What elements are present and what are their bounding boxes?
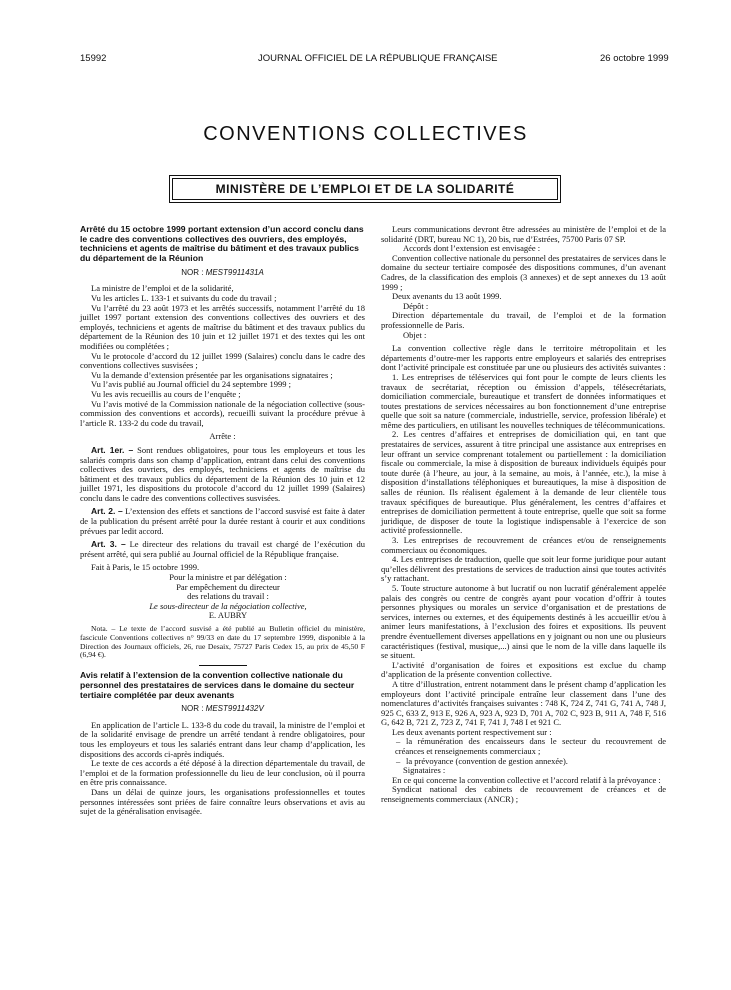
paragraph: 2. Les centres d’affaires et entreprises de domiciliation qui, en tant que prestataires de services, assurent à titre principal une assistance aux entreprises en leur offrant un service comprenant totalement ou partiellement : la domiciliation fiscale ou commerciale, la mise à disposition de bureaux individuels équipés pour toute durée (à l’heure, au jour, à la semaine, au mois, à l’année, etc.), la mise à disposition d’installations téléphoniques et bureautiques, la mise à disposition de salles de réunion. Ils réalisent également à la demande de leur clientèle tous travaux spécifiques de bureautique. Plus généralement, les centres d’affaires et entreprises de domiciliation permettent à toute entreprise, quelle que soit sa forme juridique, de disposer de toute la logistique indispensable à l’exercice de son activité professionnelle. [381,429,666,536]
paragraph: A titre d’illustration, entrent notamment dans le présent champ d’application les employeurs dont l’activité principale entraîne leur classement dans l’une des nomenclatures d’activités françaises suivantes : 748 K, 724 Z, 741 G, 741 A, 748 J, 925 C, 633 Z, 913 E, 926 A, 923 A, 923 D, 701 A, 702 C, 923 B, 911 A, 748 F, 516 G, 642 B, 721 Z, 723 Z, 741 F, 741 J, 748 I et 921 C. [381,678,666,728]
signature-line: des relations du travail : [187,591,269,602]
list-item: – la rémunération des encaisseurs dans le secteur du recouvrement de créances et renseignements commerciaux ; [381,737,666,756]
paragraph: Vu le protocole d’accord du 12 juillet 1999 (Salaires) conclu dans le cadre des conventions collectives susvisées ; [80,350,365,371]
right-column [381,225,666,805]
paragraph: L’activité d’organisation de foires et expositions est exclue du champ d’application de la présente convention collective. [381,659,666,680]
paragraph: Syndicat national des cabinets de recouvrement de créances et de renseignements commerciaux (ANCR) ; [381,784,666,805]
paragraph: Convention collective nationale du personnel des prestataires de services dans le domaine du secteur tertiaire composée des dispositions communes, d’un avenant Cadres, de la classification des emplois (3 annexes) et de sept annexes du 13 août 1999 ; [381,252,666,292]
signature-line: Par empêchement du directeur [176,581,280,592]
objet-label: Objet : [403,329,427,340]
paragraph: 5. Toute structure autonome à but lucratif ou non lucratif généralement appelée palais des congrès ou centre de congrès ayant pour vocation d’offrir à toutes personnes physiques ou morales un service d’organisation et de prestations de services, internes ou externes, et des équipements destinés à les accueillir et/ou à animer leurs manifestations, à l’exclusion des foires et expositions. Ils peuvent prendre éventuellement diverses appellations en y joignant ou non une ou plusieurs caractéristiques (festival, musique,...) ainsi que le nom de la ville dans laquelle ils se situent. [381,582,666,661]
paragraph: Le texte de ces accords a été déposé à la direction départementale du travail, de l’emploi et de la formation professionnelle du lieu de leur conclusion, où il pourra en être pris connaissance. [80,758,365,788]
journal-title: JOURNAL OFFICIEL DE LA RÉPUBLIQUE FRANÇAISE [258,53,498,64]
paragraph: Deux avenants du 13 août 1999. [392,291,502,302]
depot-label: Dépôt : [403,300,429,311]
paragraph: Vu les avis recueillis au cours de l’enquête ; [91,388,241,399]
paragraph: Vu l’avis motivé de la Commission nationale de la négociation collective (sous-commission des conventions et accords), recueilli suivant la procédure prévue à l’article R. 133-2 du code du travail, [80,398,365,428]
divider [199,665,247,666]
paragraph: La convention collective règle dans le territoire métropolitain et les départements d’outre-mer les rapports entre employeurs et salariés des entreprises dont l’activité principale est constituée par une ou plusieurs des activités suivantes : [381,343,666,373]
arrete-nor: NOR : MESТ9911431A [181,267,264,277]
page-header [0,53,731,69]
signatory-name: E. AUBRY [208,610,248,621]
paragraph: Vu la demande d’extension présentée par les organisations signataires ; [91,369,333,380]
signature-line: Pour la ministre et par délégation : [169,572,287,583]
article-1: Art. 1er. – Sont rendues obligatoires, pour tous les employeurs et tous les salariés compris dans son champ d’application, entrant dans celui des conventions collectives des ouvriers, des employés, techniciens et agents de maîtrise du bâtiment et des travaux publics du département de la Réunion des 10 juin et 12 juillet 1971, les dispositions du protocole d’accord du 12 juillet 1999 (Salaires) conclu dans le cadre des conventions collectives susvisées. [80,444,365,503]
avis-nor: NOR : MEST9911432V [181,704,264,714]
paragraph: 1. Les entreprises de téléservices qui font pour le compte de leurs clients les travaux de secrétariat, réception ou émission d’appels, télésecrétariats, domiciliation commerciale, bureautique et transfert de données informatiques et toutes prestations de services nécessaires au bon fonctionnement d’une entreprise quelle que soit sa nature (commerciale, industrielle, service, profession libérale) et même des particuliers, en utilisant les nouvelles techniques de télécommunications. [381,371,666,430]
nota: Nota. – Le texte de l’accord susvisé a été publié au Bulletin officiel du ministère, fascicule Conventions collectives n° 99/33 en date du 17 septembre 1999, disponible à la Direction des Journaux officiels, 26, rue Desaix, 75727 Paris Cedex 15, au prix de 45,50 F (6,94 €). [80,624,365,660]
paragraph: Les deux avenants portent respectivement sur : [392,726,552,737]
paragraph: La ministre de l’emploi et de la solidarité, [91,283,234,294]
section-title: CONVENTIONS COLLECTIVES [203,123,528,145]
paragraph: Vu les articles L. 133-1 et suivants du code du travail ; [91,293,277,303]
list-item: – la prévoyance (convention de gestion annexée). [381,757,666,767]
paragraph: Leurs communications devront être adressées au ministère de l’emploi et de la solidarité (DRT, bureau NC 1), 20 bis, rue d’Estrées, 75700 Paris 07 SP. [381,224,666,244]
paragraph: 4. Les entreprises de traduction, quelle que soit leur forme juridique pour autant qu’elles délivrent des prestations de services de traduction ainsi que toutes activités s’y rattachant. [381,554,666,584]
paragraph: Direction départementale du travail, de l’emploi et de la formation professionnelle de Paris. [381,310,666,330]
ministry-box: MINISTÈRE DE L’EMPLOI ET DE LA SOLIDARITÉ [172,178,558,200]
paragraph: Dans un délai de quinze jours, les organisations professionnelles et toutes personnes intéressées sont priées de faire connaître leurs observations et avis au sujet de la généralisation envisagée. [80,787,365,817]
signature-line: Le sous-directeur de la négociation collective, [149,600,307,611]
left-column [80,225,365,817]
page-number: 15992 [80,53,107,64]
issue-date: 26 octobre 1999 [600,53,669,64]
paragraph: 3. Les entreprises de recouvrement de créances et/ou de renseignements commerciaux ou économiques. [381,535,666,555]
arrete-title: Arrêté du 15 octobre 1999 portant extension d’un accord conclu dans le cadre des conventions collectives des ouvriers, des employés, techniciens et agents de maîtrise du bâtiment et des travaux publics du département de la Réunion [80,224,364,264]
paragraph: En ce qui concerne la convention collective et l’accord relatif à la prévoyance : [392,774,661,785]
signataires-label: Signataires : [403,765,446,776]
paragraph: Vu l’avis publié au Journal officiel du 24 septembre 1999 ; [91,379,291,390]
avis-title: Avis relatif à l’extension de la convention collective nationale du personnel des prestataires de services dans le domaine du secteur tertiaire complétée par deux avenants [80,670,355,700]
article-2: Art. 2. – L’extension des effets et sanctions de l’accord susvisé est faite à dater de la publication du présent arrêté pour la durée restant à courir et aux conditions prévues par ledit accord. [80,506,365,536]
done-at: Fait à Paris, le 15 octobre 1999. [91,562,200,573]
paragraph: En application de l’article L. 133-8 du code du travail, la ministre de l’emploi et de la solidarité envisage de prendre un arrêté tendant à rendre obligatoires, pour tous les employeurs et tous les salariés entrant dans leur champ d’application, les dispositions des accords ci-après indiqués. [80,719,365,759]
article-3: Art. 3. – Le directeur des relations du travail est chargé de l’exécution du présent arrêté, qui sera publié au Journal officiel de la République française. [80,539,366,559]
accords-label: Accords dont l’extension est envisagée : [403,243,541,254]
arrete-word: Arrête : [209,431,236,442]
paragraph: Vu l’arrêté du 23 août 1973 et les arrêtés successifs, notamment l’arrêté du 18 juillet 1997 portant extension des conventions collectives des ouvriers et des employés, techniciens et agents de maîtrise du bâtiment et des travaux publics du département de la Réunion des 10 juin et 12 juillet 1971 et des textes qui les ont modifiées ou complétées ; [80,302,365,351]
